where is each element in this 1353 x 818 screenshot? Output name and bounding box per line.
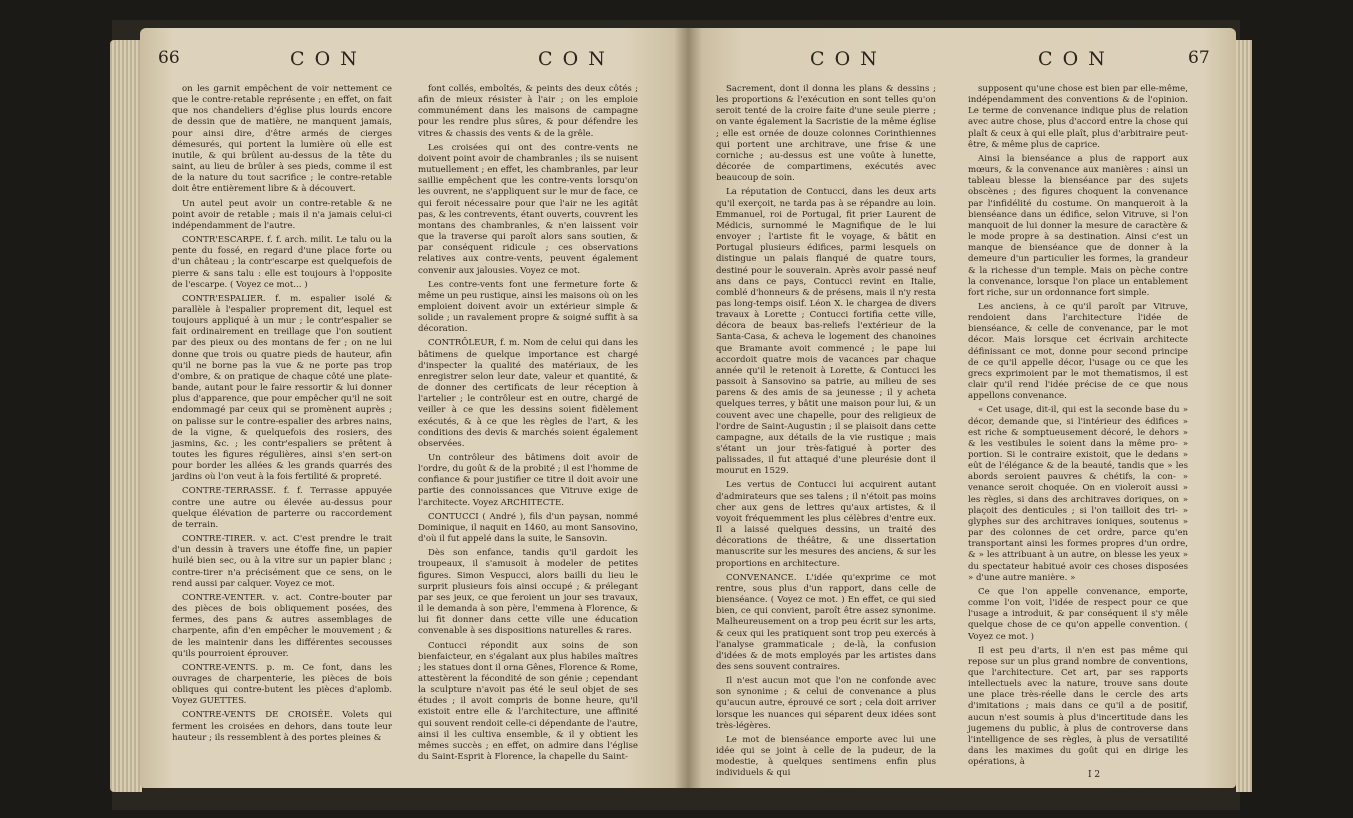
left-page	[140, 28, 688, 788]
paragraph: CONVENANCE. L'idée qu'exprime ce mot rentre, sous plus d'un rapport, dans celle de bienséance. ( Voyez ce mot. ) En effet, ce qui sied bien, ce qui convient, paroît être assez synonime. Malheureusement on a trop peu écrit sur les arts, & ceux qui les pratiquent sont trop peu exercés à l'analyse grammaticale ; de-là, la confusion d'idées & de mots employés par les artistes dans des sens souvent contraires.	[716, 572, 936, 672]
paragraph: Ce que l'on appelle convenance, emporte, comme l'on voit, l'idée de respect pour ce que l'usage a introduit, & par conséquent il s'y mêle quelque chose de ce qu'on appelle convention. ( Voyez ce mot. )	[968, 586, 1188, 642]
paragraph: CONTRE-TIRER. v. act. C'est prendre le trait d'un dessin à travers une étoffe fine, un papier huilé bien sec, ou à la vitre sur un papier blanc ; contre-tirer n'a précisément que ce sens, on le rend aussi par calquer. Voyez ce mot.	[172, 534, 392, 589]
paragraph: Il n'est aucun mot que l'on ne confonde avec son synonime ; & celui de convenance a plus qu'aucun autre, éprouvé ce sort ; cela doit arriver lorsque les nuances qui séparent deux idées sont très-légères.	[716, 676, 936, 731]
paragraph: La réputation de Contucci, dans les deux arts qu'il exerçoit, ne tarda pas à se répandre au loin. Emmanuel, roi de Portugal, fit prier Laurent de Médicis, surnommé le Magnifique de le lui envoyer ; l'artiste fit le voyage, & bâtit en Portugal plusieurs édifices, parmi lesquels on distingue un palais flanqué de quatre tours, destiné pour le souverain. Après avoir passé neuf ans dans ce pays, Contucci revint en Italie, comblé d'honneurs & de présens, mais il n'y resta pas long-temps oisif. Léon X. le chargea de divers travaux à Lorette ; Contucci fortifia cette ville, décora de beaux bas-reliefs l'extérieur de la Santa-Casa, & acheva le logement des chanoines que Bramante avoit commencé ; le pape lui accordoit quatre mois de vacances par chaque année qu'il le retenoit à Lorette, & Contucci les passoit à Sansovino sa patrie, au milieu de ses parens & des amis de sa jeunesse ; il y acheta quelques terres, y bâtit une maison pour lui, & un couvent avec une chapelle, pour des religieux de l'ordre de Saint-Augustin ; il se plaisoit dans cette campagne, aux détails de la vie rustique ; mais s'étant un jour très-fatigué à porter des palissades, il fut attaqué d'une pleurésie dont il mourut en 1529.	[716, 187, 936, 477]
paragraph: Ainsi la bienséance a plus de rapport aux mœurs, & la convenance aux manières : ainsi un tableau blesse la bienséance par des sujets obscènes ; des figures choquent la convenance par l'infidélité du costume. On manqueroit à la bienséance dans un édifice, selon Vitruve, si l'on manquoit de lui donner la mesure de caractère & le mode propre à sa destination. Ainsi c'est un manque de bienséance que de donner à la demeure d'un particulier les formes, la grandeur & la richesse d'un temple. Mais on pèche contre la convenance, lorsque l'on place un entablement fort riche, sur un ordonnance fort simple.	[968, 153, 1188, 298]
signature-mark: I 2	[1088, 770, 1101, 780]
paragraph: Contucci répondit aux soins de son bienfaicteur, en s'égalant aux plus habiles maîtres ; les statues dont il orna Gênes, Florence & Rome, attestèrent la fécondité de son génie ; cependant la sculpture n'avoit pas été le seul objet de ses études ; il avoit compris de bonne heure, qu'il existoit entre elle & l'architecture, une affinité qui souvent rendoit celle-ci dépendante de l'autre, ainsi il les cultiva ensemble, & il y obtient les mêmes succès ; en effet, on admire dans l'église du Saint-Esprit à Florence, la chapelle du Saint-	[418, 640, 638, 763]
paragraph: CONTRE-VENTS DE CROISÉE. Volets qui ferment les croisées en dehors, dans toute leur hauteur ; ils ressemblent à des portes pleines &	[172, 710, 392, 743]
paragraph: Un autel peut avoir un contre-retable & ne point avoir de retable ; mais il n'a jamais celui-ci indépendamment de l'autre.	[172, 198, 392, 231]
paragraph: CONTRE-VENTER. v. act. Contre-bouter par des pièces de bois obliquement posées, des fermes, des pans & autres assemblages de charpente, afin d'en empêcher le mouvement ; & de les maintenir dans les différentes secousses qu'ils pourroient éprouver.	[172, 592, 392, 659]
paragraph: Les croisées qui ont des contre-vents ne doivent point avoir de chambranles ; ils se nuisent mutuellement ; en effet, les chambranles, par leur saillie empêchent que les contre-vents lorsqu'on les ouvrent, ne s'appliquent sur le mur de face, ce qui feroit nécessaire pour que l'air ne les agitât pas, & les contrevents, étant ouverts, couvrent les montans des chambranles, & n'en laissent voir que la traverse qui paroît alors sans soutien, & par conséquent ridicule ; ces observations relatives aux contre-vents, peuvent également convenir aux jalousies. Voyez ce mot.	[418, 142, 638, 276]
text-column-1	[172, 84, 392, 747]
text-column-1	[716, 84, 936, 783]
running-head-left: C O N	[290, 48, 359, 70]
paragraph: « Cet usage, dit-il, qui est la seconde base du » décor, demande que, si l'intérieur des édifices » est riche & somptueusement décoré, le dehors » & les vestibules le soient dans la même pro- » portion. Si le contraire existoit, que le dedans » eût de l'élégance & de la beauté, tandis que » les abords seroient pauvres & chétifs, la con- » venance seroit choquée. On en violeroit aussi » les règles, si dans des architraves doriques, on » plaçoit des denticules ; si l'on tailloit des tri- » glyphes sur des architraves ioniques, soutenus » par des colonnes de cet ordre, parce qu'en transportant ainsi les formes propres d'un ordre, & » les attribuant à un autre, on blesse les yeux » du spectateur habitué avoir ces choses disposées » d'une autre manière. »	[968, 405, 1188, 583]
paragraph: Les contre-vents font une fermeture forte & même un peu rustique, ainsi les maisons où on les emploient doivent avoir un extérieur simple & solide ; un ravalement propre & soigné suffit à sa décoration.	[418, 279, 638, 335]
paragraph: CONTRÔLEUR, f. m. Nom de celui qui dans les bâtimens de quelque importance est chargé d'inspecter la qualité des matériaux, de les enregistrer selon leur date, valeur et quantité, & de donner des certificats de leur réception à l'artelier ; le contrôleur est en outre, chargé de veiller à ce que les dessins soient fidèlement exécutés, & à ce que les règles de l'art, & les conditions des devis & marchés soient également observées.	[418, 338, 638, 449]
paragraph: CONTRE-VENTS. p. m. Ce font, dans les ouvrages de charpenterie, les pièces de bois obliques qui contre-butent les pièces d'aplomb. Voyez GUETTES.	[172, 662, 392, 707]
paragraph: Sacrement, dont il donna les plans & dessins ; les proportions & l'exécution en sont telles qu'on seroit tenté de la croire faite d'une seule pierre ; on vante également la Sacristie de la même église ; elle est ornée de douze colonnes Corinthiennes qui portent une architrave, une frise & une corniche ; au-dessus est une voûte à lunette, décorée de compartimens, exécutés avec beaucoup de soin.	[716, 84, 936, 184]
paragraph: on les garnit empêchent de voir nettement ce que le contre-retable représente ; en effet, on fait que nos chandeliers d'église plus lourds encore de dessin que de matière, ne manquent jamais, pour ainsi dire, d'être armés de cierges démesurés, qui portent la lumière où elle est inutile, & qui brûlent au-dessus de la tête du saint, au lieu de brûler à ses pieds, comme il est de la nature du tout sacrifice ; le contre-retable doit être entièrement libre & à découvert.	[172, 84, 392, 195]
paragraph: Dès son enfance, tandis qu'il gardoit les troupeaux, il s'amusoit à modeler de petites figures. Simon Vespucci, alors bailli du lieu le surprit plusieurs fois ainsi occupé ; & prélegant par ses jeux, ce que feroient un jour ses travaux, il le demanda à son père, l'emmena à Florence, & lui fit donner dans cette ville une éducation convenable à ses dispositions naturelles & rares.	[418, 548, 638, 637]
running-head-left: C O N	[810, 48, 879, 70]
right-page	[688, 28, 1236, 788]
running-head-right: C O N	[538, 48, 607, 70]
paragraph: Le mot de bienséance emporte avec lui une idée qui se joint à celle de la pudeur, de la modestie, à quelques sentimens enfin plus individuels & qui	[716, 734, 936, 779]
paragraph: CONTRE-TERRASSE. f. f. Terrasse appuyée contre une autre ou élevée au-dessus pour quelque élévation de parterre ou raccordement de terrain.	[172, 486, 392, 530]
text-column-2	[418, 84, 638, 766]
page-edges-right	[1236, 40, 1252, 792]
paragraph: Il est peu d'arts, il n'en est pas même qui repose sur un plus grand nombre de conventions, que l'architecture. Cet art, par ses rapports intellectuels avec la nature, trouve sans doute une place très-réelle dans le cercle des arts d'imitations ; mais dans ce qu'il a de positif, aucun n'est soumis à plus d'incertitude dans les jugemens du public, à plus de controverse dans l'intelligence de ses règles, à plus de versatilité dans les maximes du goût qui en dirige les opérations, à	[968, 645, 1188, 768]
paragraph: Les anciens, à ce qu'il paroît par Vitruve, rendoient dans l'architecture l'idée de bienséance, & celle de convenance, par le mot décor. Mais lorsque cet écrivain architecte définissant ce mot, donne pour second principe de ce qu'il appelle décor, l'usage ou ce que les grecs exprimoient par le mot thematismos, il est clair qu'il rend l'idée précise de ce que nous appellons convenance.	[968, 301, 1188, 402]
page-number: 67	[1188, 48, 1210, 68]
paragraph: Un contrôleur des bâtimens doit avoir de l'ordre, du goût & de la probité ; il est l'homme de confiance & pour justifier ce titre il doit avoir une partie des connoissances que Vitruve exige de l'architecte. Voyez ARCHITECTE.	[418, 453, 638, 508]
paragraph: CONTR'ESCARPE. f. f. arch. milit. Le talu ou la pente du fossé, en regard d'une place forte ou d'un château ; la contr'escarpe est quelquefois de pierre & sans talu : elle est toujours à l'opposite de l'escarpe. ( Voyez ce mot... )	[172, 235, 392, 290]
running-head-right: C O N	[1038, 48, 1107, 70]
paragraph: Les vertus de Contucci lui acquirent autant d'admirateurs que ses talens ; il n'étoit pas moins cher aux gens de lettres qu'aux artistes, & il voyoit fréquemment les plus célèbres d'entre eux. Il a laissé quelques dessins, un traité des décorations de théâtre, & une dissertation manuscrite sur les mesures des anciens, & sur les proportions en architecture.	[716, 480, 936, 569]
page-number: 66	[158, 48, 180, 68]
paragraph: CONTR'ESPALIER. f. m. espalier isolé & parallèle à l'espalier proprement dit, lequel est toujours appliqué à un mur ; le contr'espalier se fait ordinairement en treillage que l'on soutient par des pieux ou des montans de fer ; on ne lui donne que trois ou quatre pieds de hauteur, afin qu'il ne borne pas la vue & ne porte pas trop d'ombre, & on pratique de chaque côté une plate-bande, autant pour le faire ressortir & lui donner plus d'apparence, que pour empêcher qu'il ne soit endommagé par ceux qui se promènent auprès ; on palisse sur le contre-espalier des arbres nains, de la vigne, & quelquefois des rosiers, des jasmins, &c. ; les contr'espaliers se prêtent à toutes les figures régulières, ainsi s'en sert-on pour border les allées & les grands quarrés des jardins où l'on veut à la fois fertilité & propreté.	[172, 293, 392, 483]
paragraph: supposent qu'une chose est bien par elle-même, indépendamment des conventions & de l'opinion. Le terme de convenance indique plus de relation avec autre chose, plus d'accord entre la chose qui plaît & ceux à qui elle plaît, plus d'arbitraire peut-être, & même plus de caprice.	[968, 84, 1188, 150]
text-column-2	[968, 84, 1188, 771]
book-gutter	[674, 28, 702, 788]
page-edges-left	[110, 40, 142, 792]
paragraph: CONTUCCI ( André ), fils d'un paysan, nommé Dominique, il naquit en 1460, au mont Sansovino, d'où il fut appelé dans la suite, le Sansovin.	[418, 511, 638, 545]
paragraph: font collés, emboîtés, & peints des deux côtés ; afin de mieux résister à l'air ; on les emploie communément dans les maisons de campagne pour les rendre plus sûres, & pour défendre les vitres & chassis des vents & de la grêle.	[418, 84, 638, 139]
